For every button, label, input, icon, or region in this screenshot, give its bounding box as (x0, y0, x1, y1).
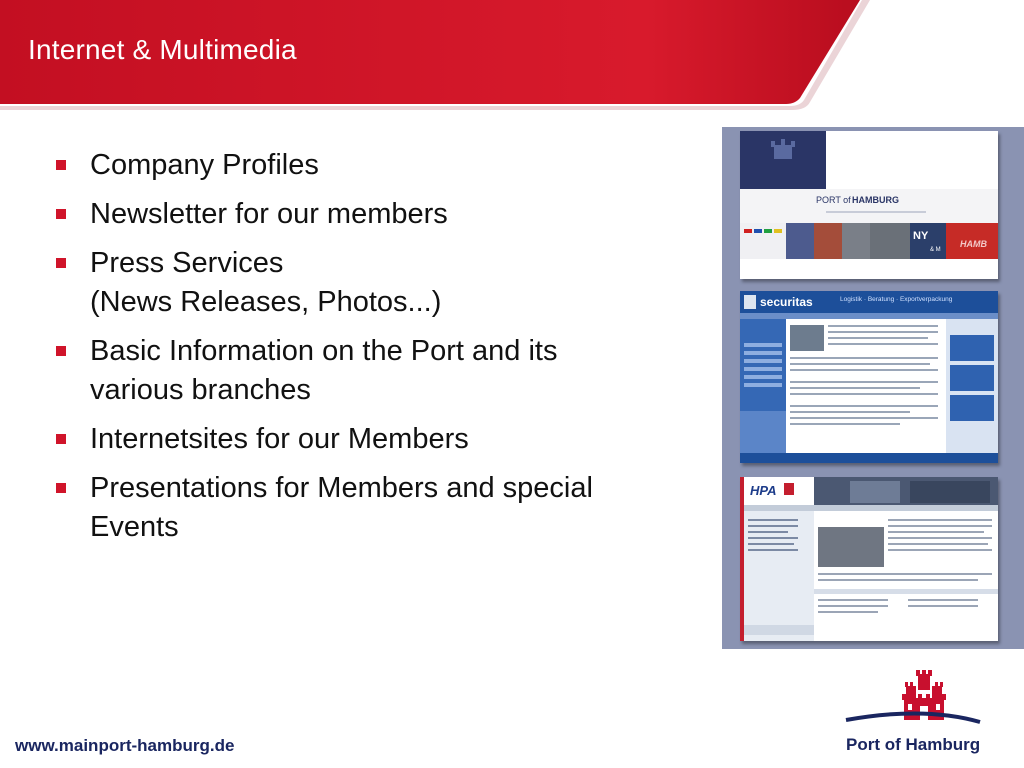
website-thumbnail-graphic (740, 291, 998, 463)
site-brand: HPA (750, 483, 777, 498)
tile-label: & M (930, 247, 941, 253)
bullet-item (52, 420, 632, 459)
website-screenshots-panel (722, 127, 1024, 649)
bullet-text: Newsletter for our members (90, 198, 448, 230)
bullet-text: Presentations for Members and special Events (90, 472, 593, 543)
bullet-text: Press Services (News Releases, Photos...) (90, 247, 442, 318)
tile-label: NY (913, 230, 929, 242)
square-bullet-icon (56, 160, 66, 170)
square-bullet-icon (56, 434, 66, 444)
bullet-text: Internetsites for our Members (90, 423, 469, 455)
slide-title: Internet & Multimedia (28, 34, 297, 65)
square-bullet-icon (56, 483, 66, 493)
bullet-item (52, 146, 632, 185)
port-of-hamburg-website-thumbnail (740, 131, 998, 279)
square-bullet-icon (56, 346, 66, 356)
site-name-right: HAMBURG (852, 195, 899, 205)
square-bullet-icon (56, 258, 66, 268)
securitas-website-thumbnail (740, 291, 998, 463)
hpa-website-thumbnail (740, 477, 998, 641)
site-brand: securitas (760, 295, 813, 309)
bullet-text: Company Profiles (90, 149, 319, 181)
logo-wordmark: Port of Hamburg (846, 735, 981, 754)
website-thumbnail-graphic (740, 477, 998, 641)
header-banner (0, 0, 1024, 110)
bullet-item (52, 195, 632, 234)
tile-label: HAMB (960, 239, 987, 249)
bullet-item (52, 332, 632, 410)
bullet-item (52, 244, 632, 322)
bullet-text: Basic Information on the Port and its various branches (90, 335, 558, 406)
footer-url-link[interactable]: www.mainport-hamburg.de (15, 736, 235, 755)
website-thumbnail-graphic (740, 131, 998, 279)
bullet-item (52, 469, 632, 547)
bullet-list (52, 146, 632, 557)
site-nav-text: Logistik · Beratung · Exportverpackung (840, 296, 953, 303)
site-name-left: PORT of (816, 195, 851, 205)
square-bullet-icon (56, 209, 66, 219)
